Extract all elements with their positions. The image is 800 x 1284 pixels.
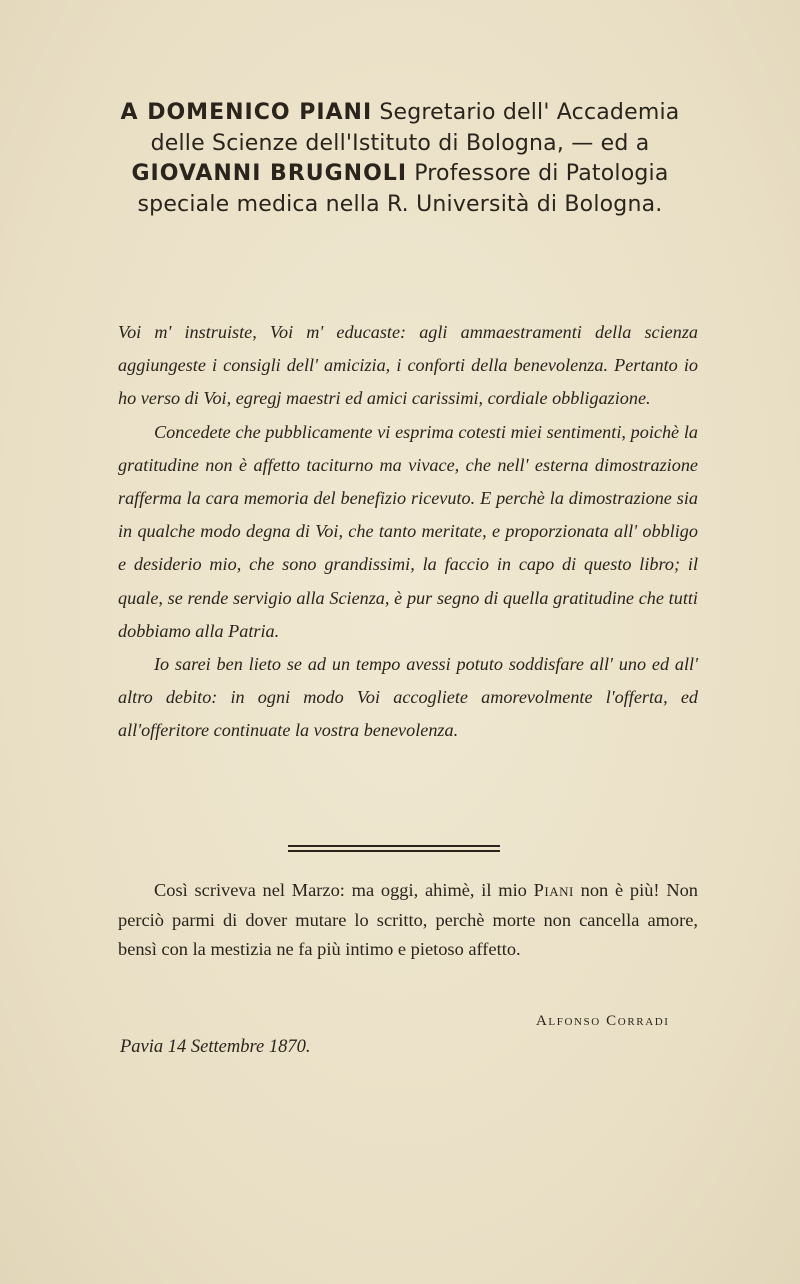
letter-paragraph-2: Concedete che pubblicamente vi esprima cotesti miei sentimenti, poichè la gratitudine non è affetto taciturno ma vivace, che nell' esterna dimostrazione rafferma la cara memoria del benefizio ricevuto. E perchè la dimostrazione sia in qualche modo degna di Voi, che tanto meritate, e proporzionata all' obbligo e desiderio mio, che sono grandissimi, la faccio in capo di questo libro; il quale, se rende servigio alla Scienza, è pur segno di quella gratitudine che tutti dobbiamo alla Patria. — [118, 421, 698, 641]
double-rule-divider — [288, 845, 500, 855]
dedicatee-name-brugnoli: GIOVANNI BRUGNOLI — [131, 161, 408, 186]
postscript-text-start: Così scriveva nel Marzo: ma oggi, ahimè, il mio — [154, 880, 527, 900]
dedication-heading — [70, 98, 730, 220]
letter-paragraph-3: Io sarei ben lieto se ad un tempo avessi potuto soddisfare all' uno ed all' altro debito: in ogni modo Voi accogliete amorevolmente l'offerta, ed all'offeritore continuate la vostra benevolenza. — [118, 654, 698, 741]
dedication-line-2: delle Scienze dell'Istituto di Bologna, — ed a — [150, 130, 650, 156]
postscript-name-piani: Piani — [533, 880, 574, 900]
author-signature: Alfonso Corradi — [536, 1013, 670, 1029]
dedication-line-3 — [70, 159, 730, 190]
dedicatee-title-brugnoli: Professore di Patologia — [414, 161, 669, 186]
postscript-text-end: non è più! Non perciò parmi di dover mutare lo scritto, perchè morte non cancella amore, bensì con la mestizia ne fa più intimo e pietoso affetto. — [118, 880, 698, 960]
letter-paragraph-1: Voi m' instruiste, Voi m' educaste: agli ammaestramenti della scienza aggiungeste i consigli dell' amicizia, i conforti della benevolenza. Pertanto io ho verso di Voi, egregj maestri ed amici carissimi, cordiale obbligazione. — [118, 322, 698, 409]
dedicatee-name-piani: A DOMENICO PIANI — [120, 100, 373, 125]
dedication-line-4: speciale medica nella R. Università di Bologna. — [137, 191, 663, 217]
place-and-date: Pavia 14 Settembre 1870. — [120, 1037, 311, 1057]
rule-line-bottom — [288, 850, 500, 852]
dedication-line-1 — [70, 98, 730, 129]
dedicatee-title-piani: Segretario dell' Accademia — [379, 100, 680, 125]
dedication-letter — [118, 316, 698, 748]
postscript-paragraph — [118, 876, 698, 965]
rule-line-top — [288, 845, 500, 847]
